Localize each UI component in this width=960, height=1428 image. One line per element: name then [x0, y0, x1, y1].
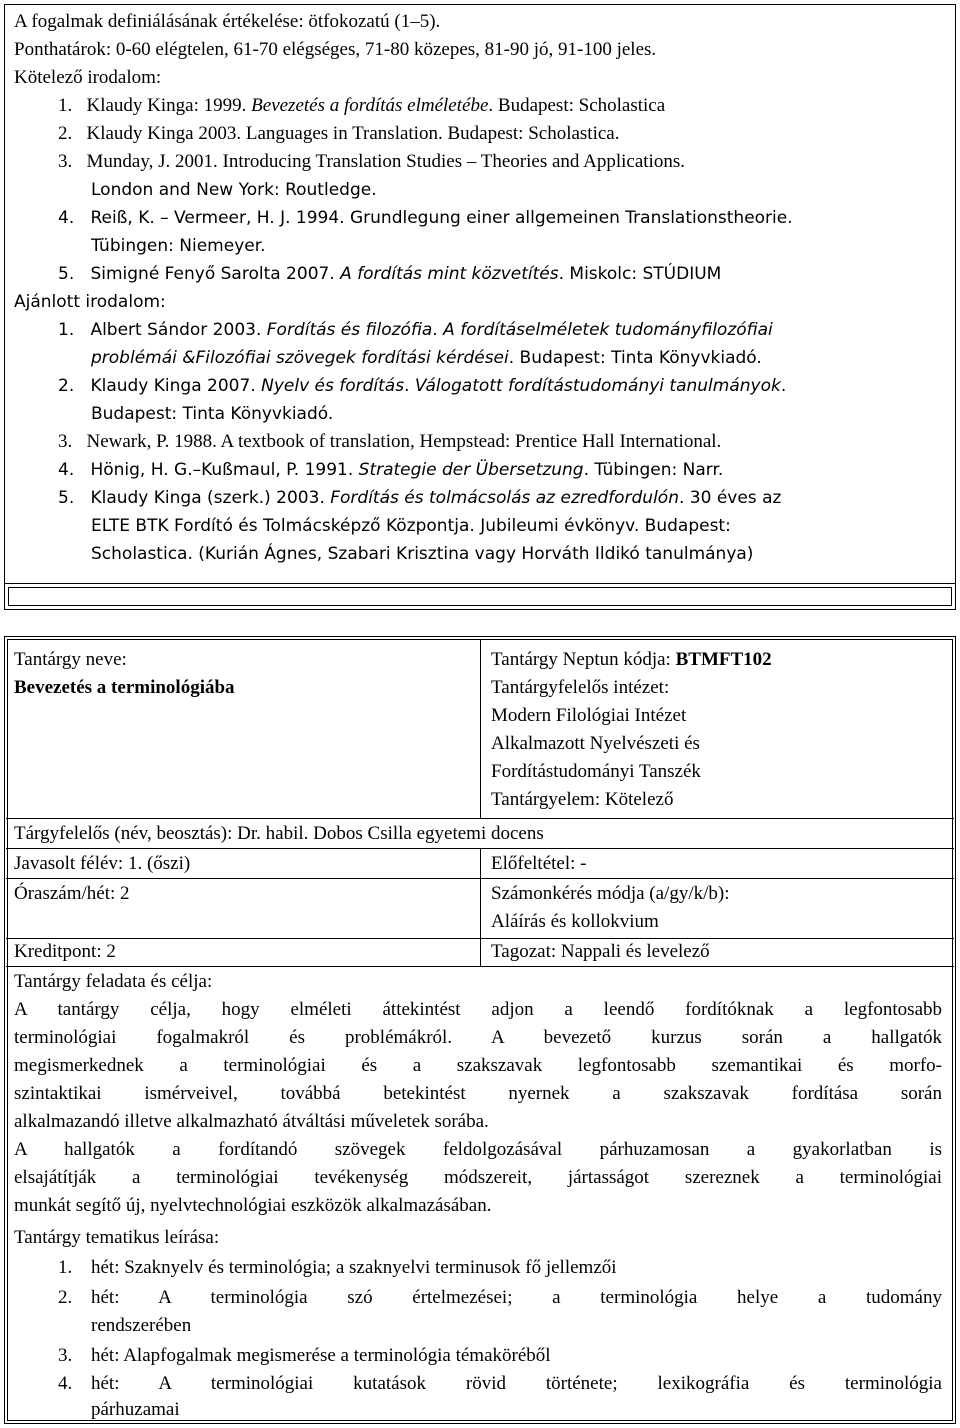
required-literature-heading: Kötelező irodalom: [14, 67, 162, 88]
recommended-item-2-cont: Budapest: Tinta Könyvkiadó. [91, 404, 334, 424]
required-item-4-cont: Tübingen: Niemeyer. [91, 236, 266, 256]
institute-line-1: Modern Filológiai Intézet [491, 705, 687, 726]
recommended-semester: Javasolt félév: 1. (őszi) [14, 853, 191, 874]
required-item-5: 5. Simigné Fenyő Sarolta 2007. A fordítás mint közvetítés. Miskolc: STÚDIUM [58, 264, 722, 284]
institute-line-2: Alkalmazott Nyelvészeti és [491, 733, 700, 754]
credit-points: Kreditpont: 2 [14, 941, 116, 962]
row-divider [6, 938, 954, 939]
required-item-2: 2. Klaudy Kinga 2003. Languages in Translation. Budapest: Scholastica. [58, 123, 620, 144]
topic-2: hét: A terminológia szó értelmezései; a terminológia helye a tudomány [91, 1287, 942, 1308]
aims-line-5: alkalmazandó illetve alkalmazható átváltási műveletek sorába. [14, 1111, 489, 1132]
recommended-item-1-cont: problémái &Filozófiai szövegek fordítási kérdései. Budapest: Tinta Könyvkiadó. [91, 348, 762, 368]
course-name-label: Tantárgy neve: [14, 649, 127, 670]
recommended-item-1: 1. Albert Sándor 2003. Fordítás és filozófia. A fordításelméletek tudományfilozófiai [58, 320, 773, 340]
recommended-item-3: 3. Newark, P. 1988. A textbook of translation, Hempstead: Prentice Hall International. [58, 431, 722, 452]
responsible-institute-label: Tantárgyfelelős intézet: [491, 677, 670, 698]
neptun-code: Tantárgy Neptun kódja: BTMFT102 [491, 649, 772, 670]
aims2-line-3: munkát segítő új, nyelvtechnológiai eszközök alkalmazásában. [14, 1195, 492, 1216]
required-item-3: 3. Munday, J. 2001. Introducing Translation Studies – Theories and Applications. [58, 151, 685, 172]
recommended-item-5: 5. Klaudy Kinga (szerk.) 2003. Fordítás és tolmácsolás az ezredfordulón. 30 éves az [58, 488, 782, 508]
aims-line-3: megismerkednek a terminológiai és a szakszavak legfontosabb szemantikai és morfo- [14, 1055, 942, 1076]
recommended-item-5-cont2: Scholastica. (Kurián Ágnes, Szabari Krisztina vagy Horváth Ildikó tanulmánya) [91, 544, 754, 564]
recommended-literature-heading: Ajánlott irodalom: [14, 292, 166, 312]
weekly-hours: Óraszám/hét: 2 [14, 883, 130, 904]
aims-line-1: A tantárgy célja, hogy elméleti áttekintést adjon a leendő fordítóknak a legfontosabb [14, 999, 942, 1020]
recommended-item-4: 4. Hönig, H. G.–Kußmaul, P. 1991. Strategie der Übersetzung. Tübingen: Narr. [58, 460, 724, 480]
required-item-3-cont: London and New York: Routledge. [91, 180, 377, 200]
aims-line-4: szintaktikai ismérveivel, továbbá betekintést nyernek a szakszavak fordítása során [14, 1083, 942, 1104]
topic-4-num: 4. [58, 1373, 73, 1394]
course-name-value: Bevezetés a terminológiába [14, 677, 235, 698]
responsible-person: Tárgyfelelős (név, beosztás): Dr. habil. Dobos Csilla egyetemi docens [14, 823, 544, 844]
grade-thresholds-line: Ponthatárok: 0-60 elégtelen, 61-70 elégséges, 71-80 közepes, 81-90 jó, 91-100 jeles. [14, 39, 657, 60]
aims2-line-2: elsajátítják a terminológiai tevékenység módszereit, jártasságot szereznek a terminológiai [14, 1167, 942, 1188]
empty-table-row [4, 584, 956, 610]
course-element: Tantárgyelem: Kötelező [491, 789, 674, 810]
assessment-label: Számonkérés módja (a/gy/k/b): [491, 883, 730, 904]
topic-4-cont: párhuzamai [91, 1399, 180, 1420]
required-item-4: 4. Reiß, K. – Vermeer, H. J. 1994. Grundlegung einer allgemeinen Translationstheorie. [58, 208, 793, 228]
topic-2-num: 2. [58, 1287, 73, 1308]
aims-heading: Tantárgy feladata és célja: [14, 971, 213, 992]
evaluation-line: A fogalmak definiálásának értékelése: ötfokozatú (1–5). [14, 11, 441, 32]
prerequisite: Előfeltétel: - [491, 853, 587, 874]
aims-line-2: terminológiai fogalmakról és problémákról. A bevezető kurzus során a hallgatók [14, 1027, 942, 1048]
assessment-value: Aláírás és kollokvium [491, 911, 659, 932]
topic-2-cont: rendszerében [91, 1315, 192, 1336]
topic-1: hét: Szaknyelv és terminológia; a szaknyelvi terminusok fő jellemzői [91, 1257, 617, 1278]
row-divider [6, 966, 954, 967]
required-item-1: 1. Klaudy Kinga: 1999. Bevezetés a fordítás elméletébe. Budapest: Scholastica [58, 95, 666, 116]
column-divider [480, 848, 481, 966]
row-divider [6, 818, 954, 819]
recommended-item-2: 2. Klaudy Kinga 2007. Nyelv és fordítás. Válogatott fordítástudományi tanulmányok. [58, 376, 787, 396]
row-divider [6, 878, 954, 879]
study-mode: Tagozat: Nappali és levelező [491, 941, 710, 962]
institute-line-3: Fordítástudományi Tanszék [491, 761, 701, 782]
aims2-line-1: A hallgatók a fordítandó szövegek feldolgozásával párhuzamosan a gyakorlatban is [14, 1139, 942, 1160]
topic-1-num: 1. [58, 1257, 73, 1278]
topic-4: hét: A terminológiai kutatások rövid története; lexikográfia és terminológia [91, 1373, 942, 1394]
topic-3-num: 3. [58, 1345, 73, 1366]
column-divider [480, 640, 481, 818]
topic-3: hét: Alapfogalmak megismerése a terminológia témaköréből [91, 1345, 551, 1366]
recommended-item-5-cont: ELTE BTK Fordító és Tolmácsképző Központja. Jubileumi évkönyv. Budapest: [91, 516, 731, 536]
topics-heading: Tantárgy tematikus leírása: [14, 1227, 220, 1248]
